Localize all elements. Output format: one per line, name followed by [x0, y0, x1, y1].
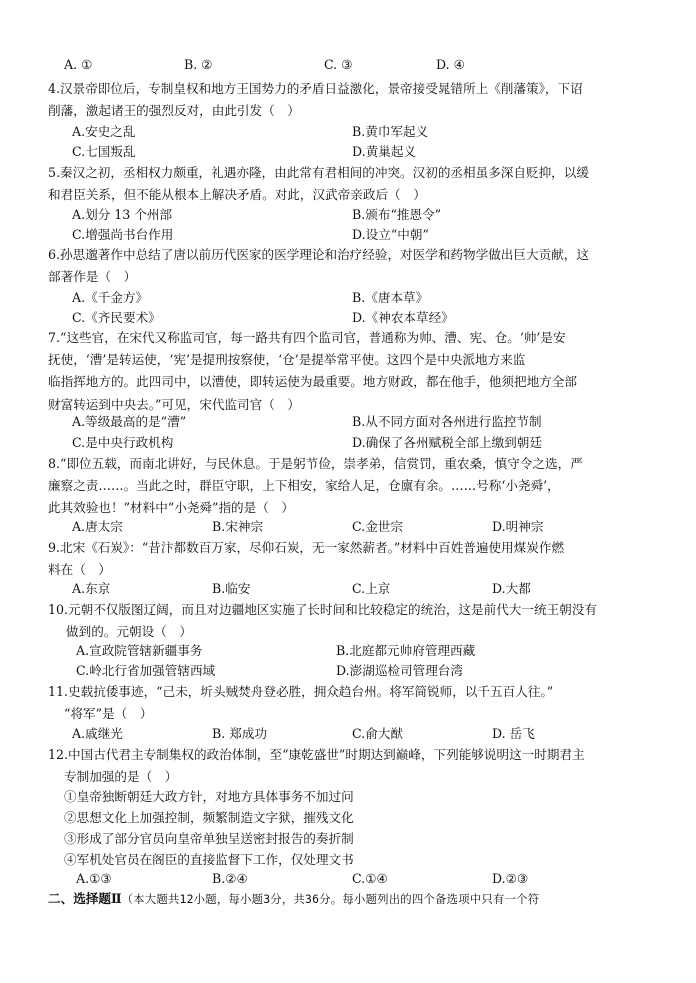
option-c: C.是中央行政机构: [72, 435, 174, 450]
section-title: 二、选择题Ⅱ: [48, 891, 122, 906]
question-stem-line: 部著作是（ ）: [48, 269, 137, 285]
option-a: A.安史之乱: [72, 124, 136, 139]
question-7-options-row1: [72, 411, 652, 433]
question-stem-line: 8.“即位五载，而南北讲好，与民休息。于是躬节俭，崇孝弟，信赏罚，重农桑，慎守令之选，严: [48, 456, 583, 471]
option-c: C.岭北行省加强管辖西域: [76, 663, 216, 678]
question-6-options-row2: [72, 307, 652, 329]
option-b: B.颁布“推恩令”: [352, 207, 442, 222]
statement-2: ②思想文化上加强控制，频繁制造文字狱，摧残文化: [64, 810, 354, 825]
question-12: [48, 744, 653, 788]
option-a: A.等级最高的是“漕”: [72, 414, 187, 429]
option-d: D.设立“中朝”: [352, 227, 429, 242]
section-note: （本大题共12小题，每小题3分，共36分。每小题列出的四个备选项中只有一个符: [121, 892, 540, 906]
option-c: C.俞大猷: [352, 726, 403, 741]
section-heading: [48, 888, 658, 910]
question-4: [48, 78, 653, 122]
option-b: B. ②: [184, 57, 213, 72]
question-stem-line: 廉察之责……。当此之时，群臣守职，上下相安，家给人足，仓廪有余。……号称‘小尧舜’，: [48, 478, 560, 494]
question-7: [48, 327, 653, 416]
option-b: B.宋神宗: [212, 519, 264, 534]
question-7-options-row2: [72, 432, 652, 454]
question-10: [48, 599, 653, 643]
option-a: A.唐太宗: [72, 519, 123, 534]
question-stem-line: 4.汉景帝即位后，专制皇权和地方王国势力的矛盾日益激化，景帝接受晁错所上《削藩策》，下诏: [48, 81, 583, 96]
question-11-options: [72, 723, 652, 745]
question-10-options-row1: [76, 640, 656, 662]
question-10-options-row2: [76, 660, 656, 682]
question-11: [48, 681, 653, 725]
question-stem-line: 和君臣关系，但不能从根本上解决矛盾。对此，汉武帝亲政后（ ）: [48, 187, 426, 203]
question-8: [48, 453, 653, 520]
question-stem-line: 财富转运到中央去。”可见，宋代监司官（ ）: [48, 396, 301, 412]
option-b: B.临安: [212, 581, 251, 596]
option-d: D. 岳飞: [492, 726, 535, 741]
option-d: D.大都: [492, 581, 531, 596]
statement-3: ③形成了部分官员向皇帝单独呈送密封报告的奏折制: [64, 831, 354, 846]
question-stem-line: 9.北宋《石炭》：“昔汴都数百万家，尽仰石炭，无一家然薪者。”材料中百姓普遍使用煤炭作燃: [48, 540, 565, 555]
option-a: A.划分 13 个州部: [72, 207, 173, 222]
option-b: B.黄巾军起义: [352, 124, 429, 139]
option-b: B.从不同方面对各州进行监控节制: [352, 414, 542, 429]
question-stem-line: 削藩，激起诸王的强烈反对，由此引发（ ）: [48, 103, 300, 119]
question-8-options: [72, 516, 652, 538]
question-stem-line: 专制加强的是（ ）: [64, 769, 178, 785]
option-c: C.增强尚书台作用: [72, 227, 174, 242]
option-a: A.宣政院管辖新疆事务: [76, 643, 203, 658]
question-stem-line: 料在（ ）: [48, 562, 111, 578]
question-stem-line: 10.元朝不仅版图辽阔，而且对边疆地区实施了长时间和比较稳定的统治，这是前代大一统王朝没有: [48, 602, 597, 617]
option-c: C.上京: [352, 581, 391, 596]
question-6-options-row1: [72, 287, 652, 309]
question-5-options-row1: [72, 204, 652, 226]
option-d: D.澎湖巡检司管理台湾: [336, 663, 463, 678]
question-stem-line: 11.史载抗倭事迹，“己未，圻头贼焚舟登必胜，拥众趋台州。将军简锐师，以千五百人往。”: [48, 684, 554, 699]
question-5: [48, 162, 653, 206]
option-a: A.戚继光: [72, 726, 123, 741]
option-c: C.七国叛乱: [72, 144, 136, 159]
question-12-options: [76, 868, 656, 890]
option-c: C.《齐民要术》: [72, 310, 161, 325]
option-d: D.确保了各州赋税全部上缴到朝廷: [352, 435, 542, 450]
question-9: [48, 537, 653, 581]
option-d: D.明神宗: [492, 519, 544, 534]
option-c: C. ③: [324, 57, 353, 72]
option-d: D.黄巢起义: [352, 144, 417, 159]
question-5-options-row2: [72, 224, 652, 246]
option-d: D. ④: [436, 57, 465, 72]
option-b: B. 郑成功: [212, 726, 268, 741]
option-d: D.《神农本草经》: [352, 310, 454, 325]
option-a: A.东京: [72, 581, 111, 596]
question-6: [48, 244, 653, 288]
option-b: B.②④: [212, 871, 248, 886]
question-stem-line: 12.中国古代君主专制集权的政治体制，至“康乾盛世”时期达到巅峰，下列能够说明这一时期君主: [48, 747, 585, 762]
option-b: B.北庭都元帅府管理西藏: [336, 643, 476, 658]
option-d: D.②③: [492, 871, 529, 886]
question-9-options: [72, 578, 652, 600]
question-stem-line: 6.孙思邈著作中总结了唐以前历代医家的医学理论和治疗经验，对医学和药物学做出巨大贡献，这: [48, 247, 589, 262]
question-stem-line: “将军”是（ ）: [64, 706, 153, 722]
question-stem-line: 此其效验也！”材料中“小尧舜”指的是（ ）: [48, 500, 295, 516]
option-c: C.①④: [352, 871, 388, 886]
option-a: A.《千金方》: [72, 290, 149, 305]
question-stem-line: 5.秦汉之初，丞相权力颇重，礼遇亦隆，由此常有君相间的冲突。汉初的丞相虽多深自贬抑，以缓: [48, 165, 589, 180]
question-stem-line: 临指挥地方的。此四司中，以漕使，即转运使为最重要。地方财政，都在他手，他须把地方全部: [48, 374, 577, 390]
option-c: C.金世宗: [352, 519, 403, 534]
question-4-options-row1: [72, 121, 652, 143]
statement-4: ④军机处官员在阁臣的直接监督下工作，仅处理文书: [64, 852, 354, 867]
option-a: A. ①: [64, 57, 93, 72]
top-options: [64, 54, 644, 76]
option-a: A.①③: [76, 871, 112, 886]
question-stem-line: 7.“这些官，在宋代又称监司官，每一路共有四个监司官，普通称为帅、漕、宪、仓。‘帅’是安: [48, 330, 566, 345]
question-stem-line: 做到的。元朝设（ ）: [66, 624, 192, 640]
option-b: B.《唐本草》: [352, 290, 429, 305]
question-stem-line: 抚使，‘漕’是转运使，‘宪’是提刑按察使，‘仓’是提举常平使。这四个是中央派地方来监: [48, 352, 526, 368]
question-4-options-row2: [72, 141, 652, 163]
statement-1: ①皇帝独断朝廷大政方针，对地方具体事务不加过问: [64, 789, 354, 804]
